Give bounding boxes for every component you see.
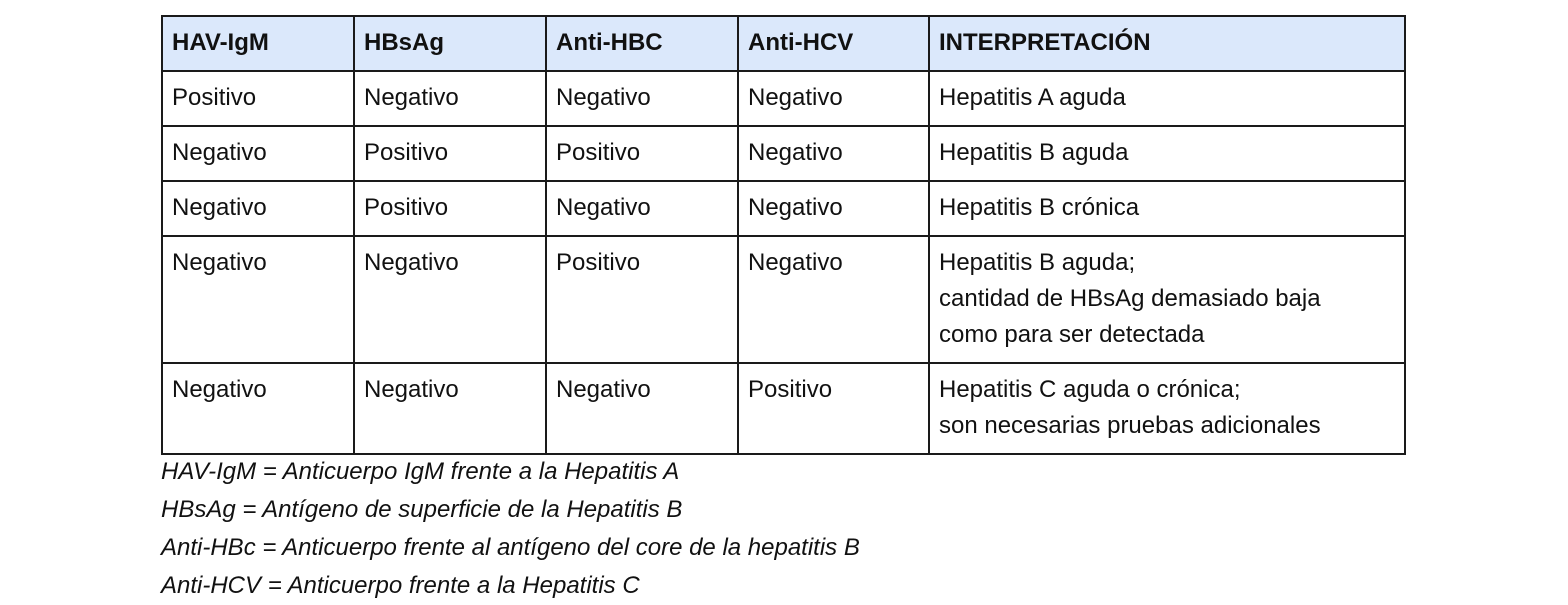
cell-anti-hbc: Positivo — [546, 236, 738, 363]
table-row — [162, 71, 1405, 126]
legend-anti-hbc: Anti-HBc = Anticuerpo frente al antígeno del core de la hepatitis B — [161, 534, 860, 561]
cell-interpretation — [929, 71, 1405, 126]
cell-anti-hcv: Negativo — [738, 71, 929, 126]
interpretation-line: cantidad de HBsAg demasiado baja — [939, 285, 1321, 312]
cell-anti-hcv: Negativo — [738, 181, 929, 236]
cell-hav-igm: Negativo — [162, 363, 354, 454]
cell-anti-hbc: Positivo — [546, 126, 738, 181]
cell-anti-hcv: Positivo — [738, 363, 929, 454]
cell-anti-hcv: Negativo — [738, 126, 929, 181]
hepatitis-serology-table — [161, 15, 1406, 455]
legend-hav-igm: HAV-IgM = Anticuerpo IgM frente a la Hepatitis A — [161, 458, 680, 485]
header-hbsag: HBsAg — [354, 16, 546, 71]
cell-hbsag: Negativo — [354, 71, 546, 126]
legend-anti-hcv: Anti-HCV = Anticuerpo frente a la Hepatitis C — [161, 572, 640, 599]
table-row — [162, 126, 1405, 181]
cell-hav-igm: Negativo — [162, 126, 354, 181]
cell-interpretation — [929, 363, 1405, 454]
table-row — [162, 363, 1405, 454]
interpretation-line: Hepatitis A aguda — [939, 84, 1126, 111]
cell-hbsag: Positivo — [354, 126, 546, 181]
cell-hbsag: Positivo — [354, 181, 546, 236]
cell-anti-hcv: Negativo — [738, 236, 929, 363]
cell-hav-igm: Negativo — [162, 181, 354, 236]
cell-interpretation — [929, 236, 1405, 363]
abbreviation-legend — [161, 453, 1361, 605]
cell-interpretation — [929, 126, 1405, 181]
cell-hbsag: Negativo — [354, 236, 546, 363]
cell-hav-igm: Positivo — [162, 71, 354, 126]
table-row — [162, 181, 1405, 236]
header-anti-hcv: Anti-HCV — [738, 16, 929, 71]
interpretation-line: Hepatitis B aguda; — [939, 249, 1136, 276]
cell-anti-hbc: Negativo — [546, 181, 738, 236]
cell-hbsag: Negativo — [354, 363, 546, 454]
header-anti-hbc: Anti-HBC — [546, 16, 738, 71]
cell-hav-igm: Negativo — [162, 236, 354, 363]
header-interpretation: INTERPRETACIÓN — [929, 16, 1405, 71]
interpretation-line: Hepatitis B aguda — [939, 139, 1129, 166]
interpretation-line: Hepatitis B crónica — [939, 194, 1140, 221]
interpretation-line: son necesarias pruebas adicionales — [939, 412, 1321, 439]
interpretation-line: Hepatitis C aguda o crónica; — [939, 376, 1241, 403]
cell-anti-hbc: Negativo — [546, 363, 738, 454]
table-row — [162, 236, 1405, 363]
header-hav-igm: HAV-IgM — [162, 16, 354, 71]
hepatitis-serology-table-container — [161, 15, 1404, 455]
cell-anti-hbc: Negativo — [546, 71, 738, 126]
cell-interpretation — [929, 181, 1405, 236]
legend-hbsag: HBsAg = Antígeno de superficie de la Hepatitis B — [161, 496, 683, 523]
interpretation-line: como para ser detectada — [939, 321, 1205, 348]
table-header-row — [162, 16, 1405, 71]
